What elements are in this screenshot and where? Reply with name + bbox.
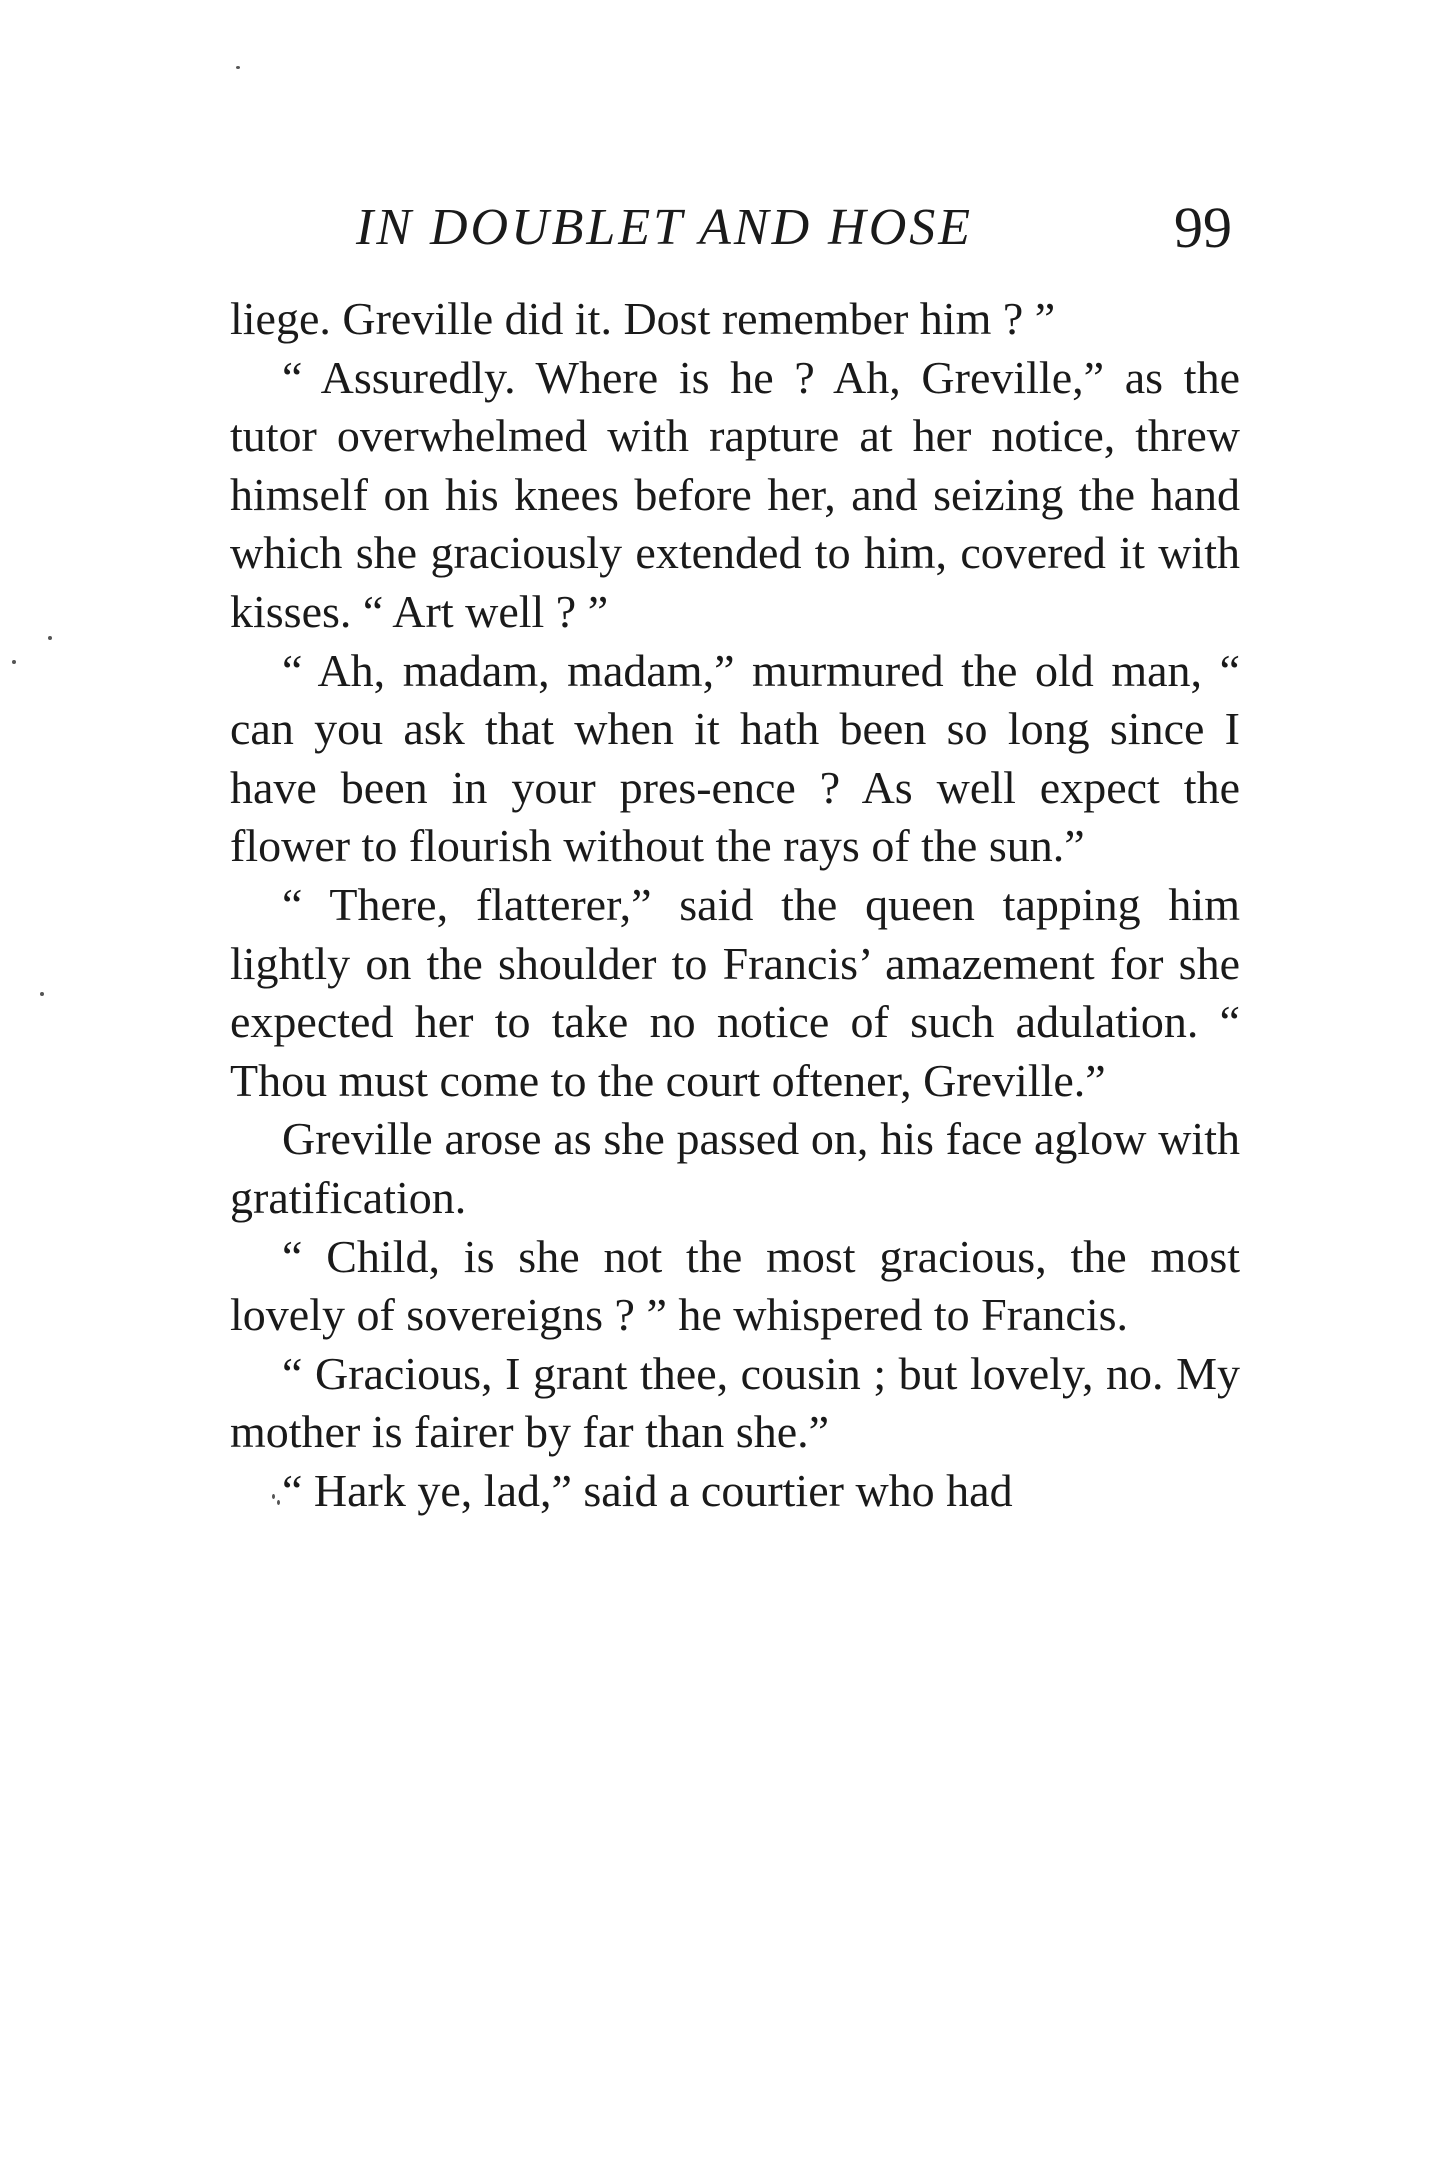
ink-speck [12,660,16,664]
ink-speck [40,992,44,996]
paragraph: “ Assuredly. Where is he ? Ah, Greville,” as the tutor overwhelmed with rapture at her notice, threw himself on his knees before her, and seizing the hand which she graciously extended to him, covered it with kisses. “ Art well ? ” [230,351,1240,637]
body-text [230,290,1240,1520]
running-title: IN DOUBLET AND HOSE [356,199,974,256]
ink-speck [48,636,52,640]
paragraph: “ Gracious, I grant thee, cousin ; but lovely, no. My mother is fairer by far than she.” [230,1347,1240,1458]
ink-speck [236,66,240,69]
paragraph: “ There, flatterer,” said the queen tapping him lightly on the shoulder to Francis’ amazement for she expected her to take no notice of such adulation. “ Thou must come to the court oftener, Greville.” [230,878,1240,1106]
paragraph: Greville arose as she passed on, his face aglow with gratification. [230,1113,1240,1223]
running-head [230,196,1240,260]
page-number: 99 [1174,195,1232,260]
paragraph: “ Ah, madam, madam,” murmured the old man, “ can you ask that when it hath been so long since I have been in your pres-ence ? As well expect the flower to flourish without the rays of the sun.” [230,644,1240,872]
paragraph: “ Hark ye, lad,” said a courtier who had [282,1464,1013,1516]
paragraph: “ Child, is she not the most gracious, the most lovely of sovereigns ? ” he whispered to Francis. [230,1230,1240,1341]
paragraph-continuation: liege. Greville did it. Dost remember him ? ” [230,293,1056,344]
